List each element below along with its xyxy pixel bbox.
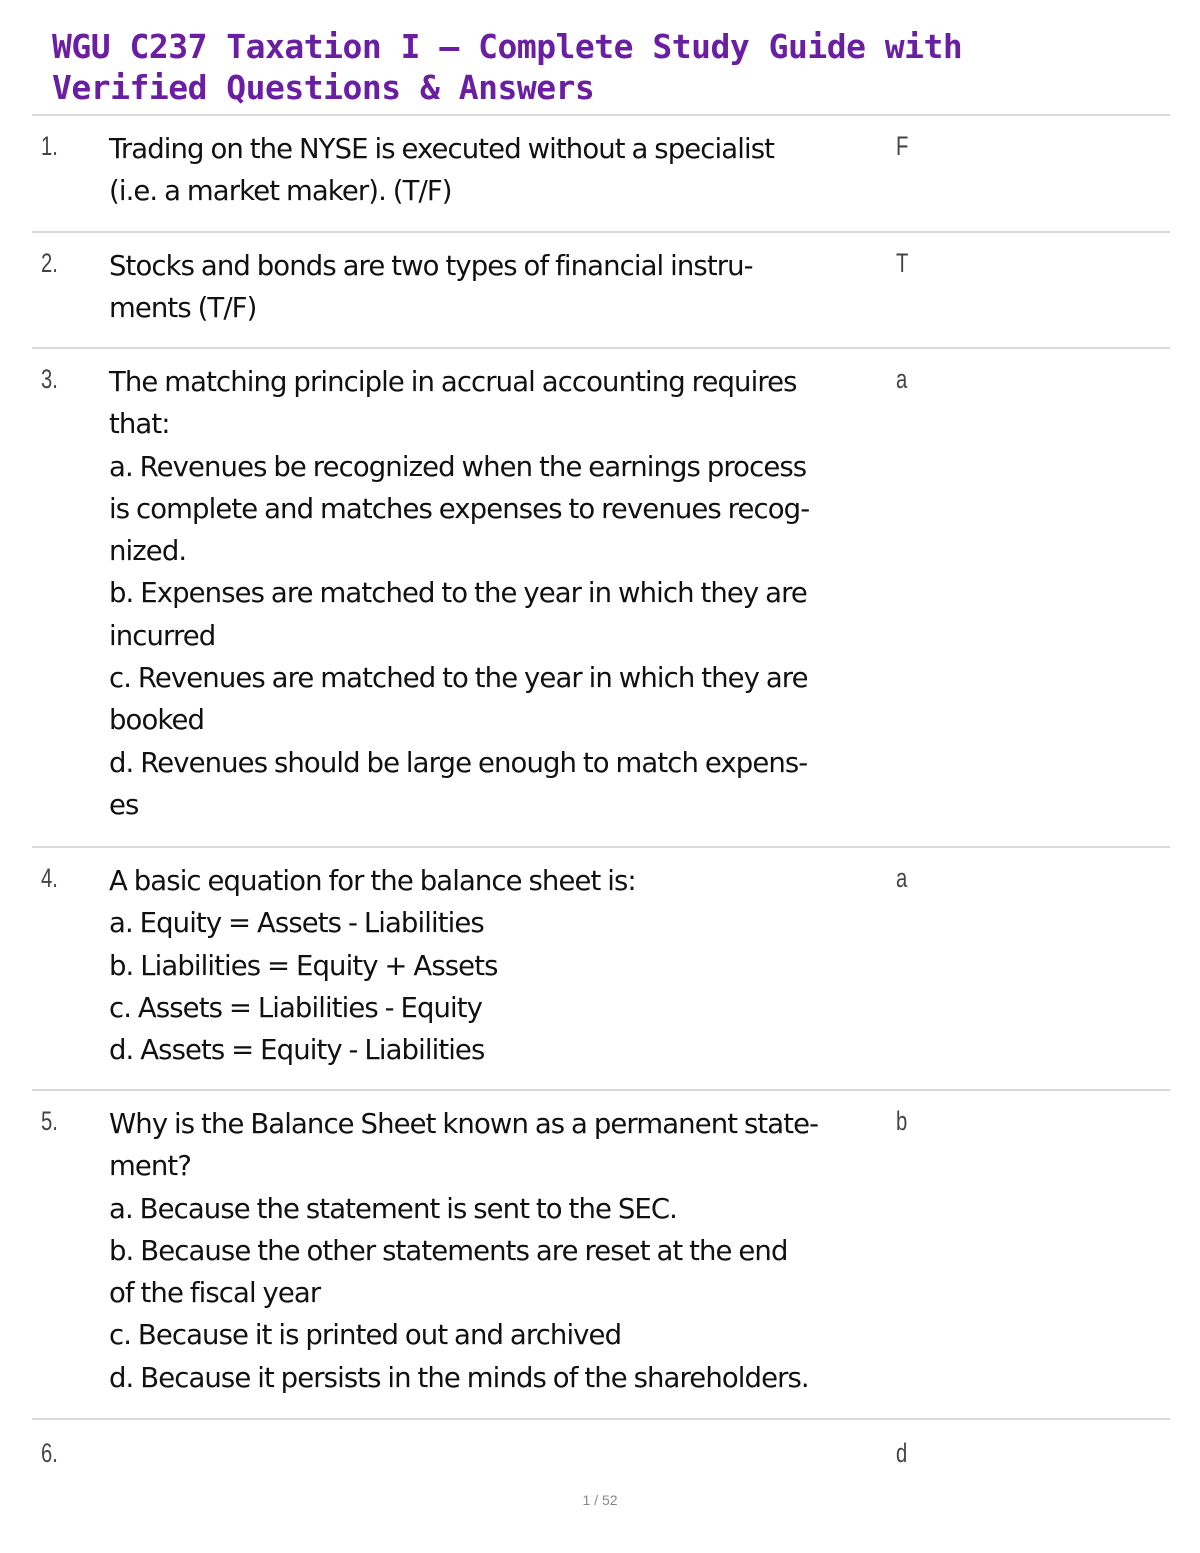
question-line: d. Assets = Equity - Liabilities (109, 1034, 485, 1067)
question-line: b. Liabilities = Equity + Assets (109, 949, 498, 982)
question-line: of the fiscal year (109, 1277, 321, 1310)
question-line: is complete and matches expenses to revenues recog- (109, 492, 810, 525)
question-line: a. Because the statement is sent to the SEC. (109, 1192, 678, 1225)
question-line: a. Equity = Assets - Liabilities (109, 907, 484, 940)
document-title-line-2: Verified Questions & Answers (52, 68, 595, 107)
question-number: 1. (41, 131, 58, 161)
question-line: booked (109, 704, 205, 737)
question-text (109, 361, 894, 826)
question-number: 6. (41, 1438, 58, 1468)
question-text (109, 860, 894, 1071)
page-indicator: 1 / 52 (582, 1492, 618, 1508)
question-number: 4. (41, 863, 58, 893)
question-line: d. Because it persists in the minds of the shareholders. (109, 1361, 809, 1394)
answer-text: a (896, 863, 908, 893)
question-line: Trading on the NYSE is executed without a specialist (109, 133, 775, 165)
question-line: b. Expenses are matched to the year in which they are (109, 577, 807, 610)
title-divider (32, 114, 1170, 116)
answer-text: a (896, 364, 908, 394)
question-text (109, 1103, 894, 1399)
question-number: 5. (41, 1106, 58, 1136)
question-line: d. Revenues should be large enough to match expens- (109, 746, 808, 779)
answer-text: d (896, 1438, 908, 1468)
question-line: Stocks and bonds are two types of financial instru- (109, 250, 753, 282)
question-line: incurred (109, 619, 216, 652)
question-line: nized. (109, 535, 187, 568)
question-text (109, 245, 894, 330)
item-divider (32, 846, 1170, 848)
item-divider (32, 1089, 1170, 1091)
item-divider (32, 1418, 1170, 1420)
question-line: c. Revenues are matched to the year in which they are (109, 662, 808, 695)
question-line: a. Revenues be recognized when the earnings process (109, 450, 807, 483)
question-line: ment? (109, 1150, 192, 1183)
question-line: ments (T/F) (109, 292, 257, 325)
question-line: The matching principle in accrual accounting requires (109, 366, 797, 398)
document-title-line-1: WGU C237 Taxation I – Complete Study Guide with (52, 27, 963, 66)
item-divider (32, 347, 1170, 349)
question-line: es (109, 788, 139, 821)
answer-text: T (896, 248, 909, 278)
question-line: c. Because it is printed out and archived (109, 1319, 622, 1352)
question-line: (i.e. a market maker). (T/F) (109, 175, 452, 208)
document-title (52, 26, 1152, 108)
question-line: Why is the Balance Sheet known as a permanent state- (109, 1108, 819, 1140)
question-number: 3. (41, 364, 58, 394)
question-line: A basic equation for the balance sheet is: (109, 865, 636, 897)
question-line: that: (109, 408, 170, 441)
question-line: c. Assets = Liabilities - Equity (109, 991, 483, 1024)
question-number: 2. (41, 248, 58, 278)
answer-text: F (896, 131, 909, 161)
question-line: b. Because the other statements are reset at the end (109, 1234, 788, 1267)
item-divider (32, 231, 1170, 233)
answer-text: b (896, 1106, 908, 1136)
question-text (109, 128, 894, 213)
